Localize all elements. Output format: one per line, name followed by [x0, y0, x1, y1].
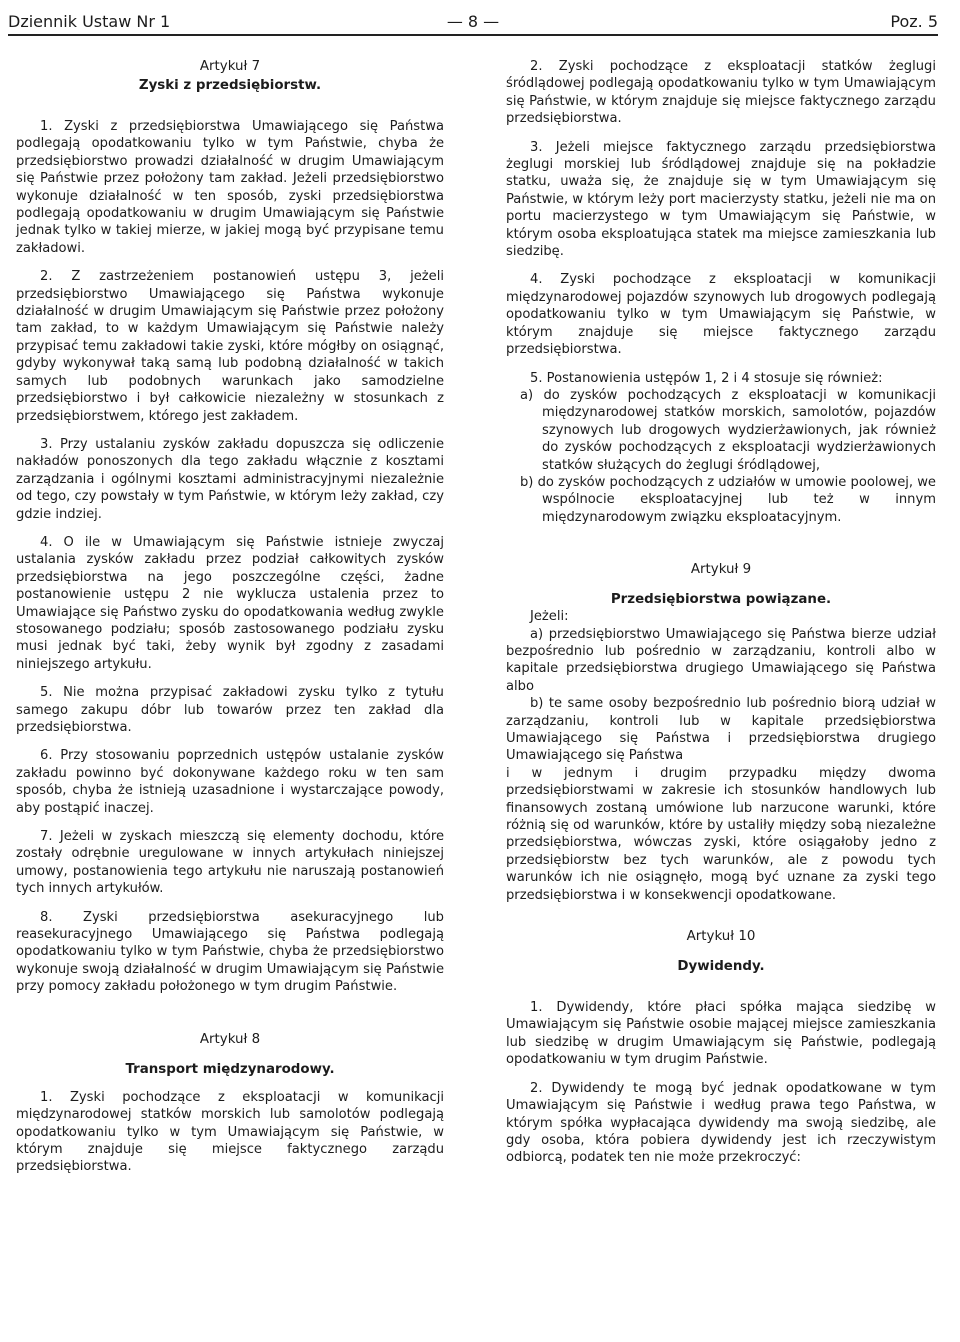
- article-8-paragraph-3: 3. Jeżeli miejsce faktycznego zarządu przedsiębiorstwa żeglugi morskiej lub śródlądowej znajduje się na pokładzie statku, uważa się, że znajduje się w tym Umawiającym się Państwie, w którym leży port macierzysty statku, jeżeli nie ma on portu macierzystego w tym Umawiającym się Państwie, w którym osoba eksploatująca statek ma miejsce zamieszkania lub siedzibę.: [506, 139, 936, 260]
- article-7-paragraph-2: 2. Z zastrzeżeniem postanowień ustępu 3, jeżeli przedsiębiorstwo Umawiającego się Państwa wykonuje działalność w drugim Umawiającym się Państwie przez położony tam zakład, to w każdym Umawiającym się Państwie należy przypisać temu zakładowi takie zyski, które mógłby on osiągnąć, gdyby wykonywał taką samą lub podobną działalność w takich samych lub podobnych warunkach jako samodzielne przedsiębiorstwo i był całkowicie niezależny w stosunkach z przedsiębiorstwem, którego jest zakładem.: [16, 269, 444, 424]
- article-8-item-a: a) do zysków pochodzących z eksploatacji w komunikacji międzynarodowej statków morskich, samolotów, pojazdów szynowych lub drogowych wydzierżawionych, jak również do zysków pochodzących z eksploatacji wydzierżawionych statków służących do żeglugi śródlądowej,: [520, 387, 936, 473]
- article-8-paragraph-4: 4. Zyski pochodzące z eksploatacji w komunikacji międzynarodowej pojazdów szynowych lub drogowych podlegają opodatkowaniu tylko w tym Umawiającym się Państwie, w którym znajduje się miejsce faktycznego zarządu przedsiębiorstwa.: [506, 272, 936, 358]
- article-7-paragraph-1: 1. Zyski z przedsiębiorstwa Umawiającego się Państwa podlegają opodatkowaniu tylko w tym Państwie, chyba że przedsiębiorstwo prowadzi działalność w drugim Umawiającym się Państwie przez położony tam zakład. Jeżeli przedsiębiorstwo wykonuje działalność w ten sposób, zyski przedsiębiorstwa podlegają opodatkowaniu w drugim Umawiającym się Państwie jednak tylko w takiej mierze, w jakiej mogą być przypisane temu zakładowi.: [16, 119, 444, 256]
- article-10-title: Dywidendy.: [677, 959, 765, 975]
- right-column: [506, 58, 936, 1167]
- article-9-item-a: a) przedsiębiorstwo Umawiającego się Państwa bierze udział bezpośrednio lub pośrednio w zarządzaniu, kontroli albo w kapitale przedsiębiorstwa drugiego Umawiającego się Państwa albo: [506, 626, 936, 694]
- article-7-paragraph-5: 5. Nie można przypisać zakładowi zysku tylko z tytułu samego zakupu dóbr lub towarów przez ten zakład dla przedsiębiorstwa.: [16, 685, 444, 735]
- article-8-label: Artykuł 8: [199, 1031, 261, 1047]
- article-10-label: Artykuł 10: [686, 929, 756, 945]
- article-7-paragraph-6: 6. Przy stosowaniu poprzednich ustępów ustalanie zysków zakładu powinno być dokonywane każdego roku w ten sam sposób, chyba że istnieją uzasadnione i wystarczające powody, aby postąpić inaczej.: [16, 748, 444, 816]
- article-8-paragraph-5: 5. Postanowienia ustępów 1, 2 i 4 stosuje się również:: [530, 370, 883, 386]
- article-7-paragraph-8: 8. Zyski przedsiębiorstwa asekuracyjnego lub reasekuracyjnego Umawiającego się Państwa podlegają opodatkowaniu tylko w tym Państwie, chyba że przedsiębiorstwo wykonuje swoją działalność w drugim Umawiającym się Państwie przy pomocy zakładu położonego w tym drugim Państwie.: [16, 909, 444, 995]
- article-8-title: Transport międzynarodowy.: [125, 1061, 335, 1077]
- article-8-paragraph-1: 1. Zyski pochodzące z eksploatacji w komunikacji międzynarodowej statków morskich lub samolotów podlegają opodatkowaniu tylko w tym Umawiającym się Państwie, w którym znajduje się miejsce faktycznego zarządu przedsiębiorstwa.: [16, 1089, 444, 1175]
- left-column: [16, 58, 444, 1176]
- article-8-item-b: b) do zysków pochodzących z udziałów w umowie poolowej, we wspólnocie eksploatacyjnej lub też w innym międzynarodowym związku eksploatacyjnym.: [520, 474, 936, 525]
- page-number: — 8 —: [446, 12, 500, 31]
- position-number: Poz. 5: [890, 12, 938, 31]
- article-10-paragraph-2: 2. Dywidendy te mogą być jednak opodatkowane w tym Umawiającym się Państwie i według prawa tego Państwa, w którym spółka wypłacająca dywidendy ma swoją siedzibę, ale gdy osoba, która pobiera dywidendy jest ich rzeczywistym odbiorcą, podatek ten nie może przekroczyć:: [506, 1080, 936, 1166]
- article-9-item-b: b) te same osoby bezpośrednio lub pośrednio biorą udział w zarządzaniu, kontroli lub w kapitale przedsiębiorstwa Umawiającego się Państwa i przedsiębiorstwa drugiego Umawiającego się Państwa: [506, 696, 936, 764]
- article-9-label: Artykuł 9: [690, 562, 752, 578]
- article-9-body: i w jednym i drugim przypadku między dwoma przedsiębiorstwami w zakresie ich stosunków handlowych lub finansowych zostaną umówione lub narzucone warunki, które różnią się od warunków, które by ustaliły między sobą niezależne przedsiębiorstwa, wówczas zyski, które osiągałoby jedno z przedsiębiorstw bez tych warunków, ale z powodu tych warunków ich nie osiągnęło, mogą być uznane za zyski tego przedsiębiorstwa i w konsekwencji opodatkowane.: [506, 765, 936, 903]
- article-7-label: Artykuł 7: [199, 59, 261, 74]
- article-9-intro: Jeżeli:: [530, 609, 569, 625]
- article-10-paragraph-1: 1. Dywidendy, które płaci spółka mająca siedzibę w Umawiającym się Państwie osobie mającej miejsce zamieszkania lub siedzibę w drugim Umawiającym się Państwie, podlegają opodatkowaniu w tym drugim Państwie.: [506, 1000, 936, 1068]
- article-7-paragraph-7: 7. Jeżeli w zyskach mieszczą się elementy dochodu, które zostały odrębnie uregulowane w innych artykułach niniejszej umowy, postanowienia tego artykułu nie naruszają postanowień tych innych artykułów.: [16, 829, 444, 897]
- article-7-paragraph-4: 4. O ile w Umawiającym się Państwie istnieje zwyczaj ustalania zysków zakładu przez podział całkowitych zysków przedsiębiorstwa na jego poszczególne części, żadne postanowienie ustępu 2 nie wyklucza ustalenia przez to Umawiające się Państwo zysku do opodatkowania według zwykle stosowanego podziału; sposób zastosowanego podziału zysku musi jednak być taki, żeby wynik był zgodny z zasadami niniejszego artykułu.: [16, 534, 444, 672]
- article-8-paragraph-2: 2. Zyski pochodzące z eksploatacji statków żeglugi śródlądowej podlegają opodatkowaniu tylko w tym Umawiającym się Państwie, w którym znajduje się miejsce faktycznego zarządu przedsiębiorstwa.: [506, 59, 936, 127]
- page-header: [8, 8, 938, 36]
- article-9-title: Przedsiębiorstwa powiązane.: [610, 592, 832, 608]
- article-7-paragraph-3: 3. Przy ustalaniu zysków zakładu dopuszcza się odliczenie nakładów ponoszonych dla tego zakładu włącznie z kosztami zarządzania i ogólnymi kosztami administracyjnymi niezależnie od tego, czy powstały w tym Państwie, w którym leży zakład, czy gdzie indziej.: [16, 436, 444, 522]
- journal-title: Dziennik Ustaw Nr 1: [8, 12, 171, 31]
- article-7-title: Zyski z przedsiębiorstw.: [138, 78, 322, 93]
